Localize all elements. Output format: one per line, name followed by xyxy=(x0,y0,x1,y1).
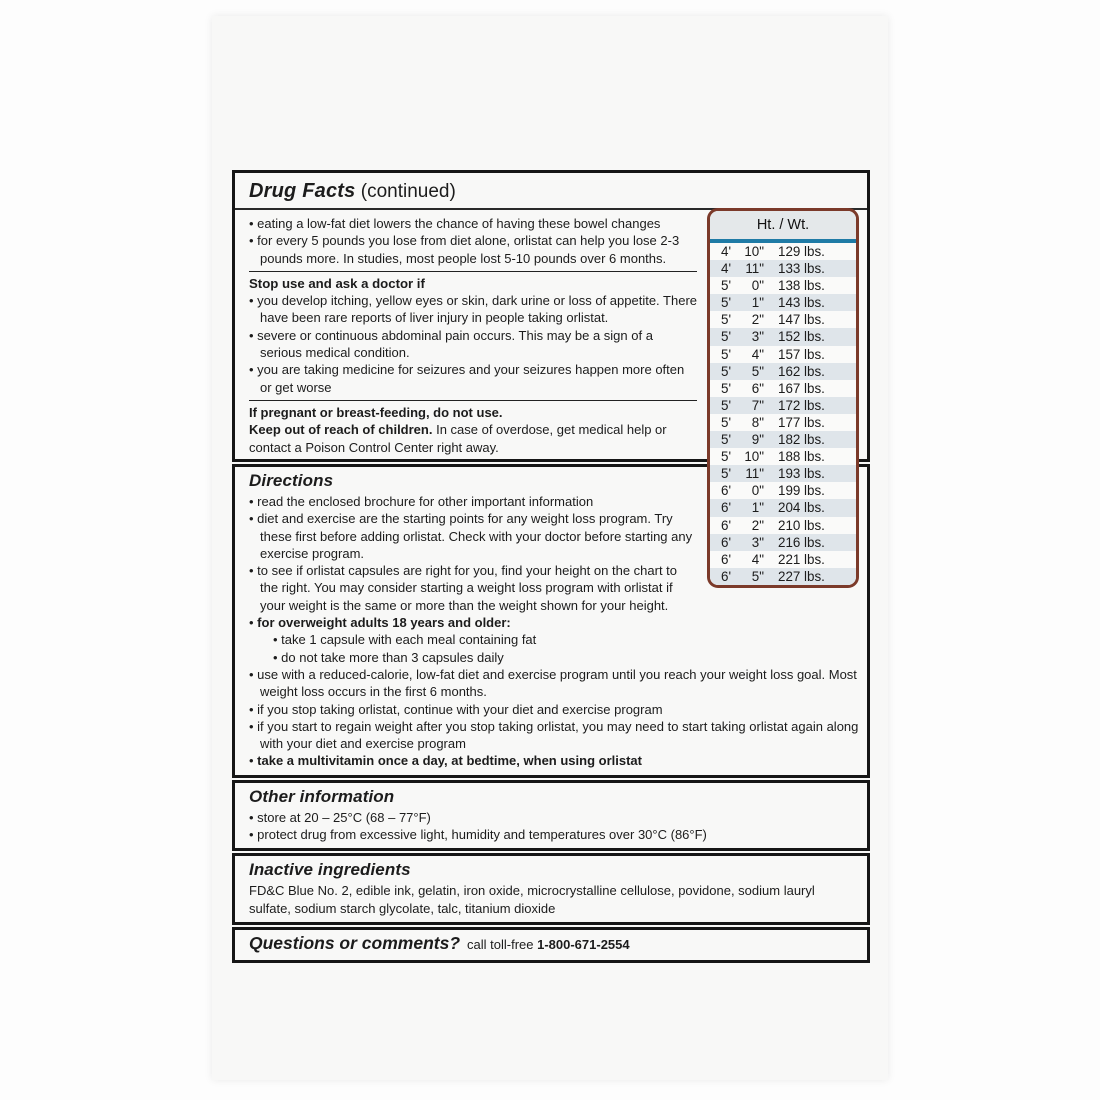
height-inches: 4" xyxy=(751,551,764,567)
height-weight-row xyxy=(710,448,856,465)
height-inches: 1" xyxy=(751,295,764,311)
weight-value: 157 lbs. xyxy=(778,346,825,362)
weight-value: 199 lbs. xyxy=(778,483,825,499)
height-feet: 5' xyxy=(721,346,732,362)
weight-value: 147 lbs. xyxy=(778,312,825,328)
weight-value: 162 lbs. xyxy=(778,363,825,379)
bullet-item: • you develop itching, yellow eyes or skin, dark urine or loss of appetite. There have been rare reports of liver injury in people taking orlistat. xyxy=(249,292,859,327)
height-inches: 6" xyxy=(751,380,764,396)
height-inches: 10" xyxy=(744,244,764,259)
height-inches: 5" xyxy=(751,568,764,584)
height-feet: 5' xyxy=(721,449,732,465)
other-information-heading: Other information xyxy=(249,786,395,806)
weight-value: 138 lbs. xyxy=(778,278,825,294)
height-feet: 5' xyxy=(721,312,732,328)
height-inches: 9" xyxy=(751,432,764,448)
other-information-bullet-list xyxy=(249,809,859,844)
height-weight-row xyxy=(710,568,856,585)
bullet-item: • you are taking medicine for seizures and your seizures happen more often or get worse xyxy=(249,361,859,396)
height-feet: 5' xyxy=(721,432,732,448)
height-weight-chart xyxy=(707,208,859,588)
bullet-item: • use with a reduced-calorie, low-fat diet and exercise program until you reach your weight loss goal. Most weight loss occurs in the first 6 months. xyxy=(249,666,859,701)
drug-label-card xyxy=(212,16,888,1080)
height-feet: 5' xyxy=(721,363,732,379)
height-weight-row xyxy=(710,346,856,363)
bullet-item: • read the enclosed brochure for other important information xyxy=(249,493,859,510)
section-other-information xyxy=(232,780,870,852)
bullet-item: • protect drug from excessive light, humidity and temperatures over 30°C (86°F) xyxy=(249,826,859,843)
height-feet: 6' xyxy=(721,500,732,516)
weight-value: 177 lbs. xyxy=(778,414,825,430)
height-inches: 0" xyxy=(751,278,764,294)
section-questions xyxy=(232,927,870,963)
pregnant-warning-bold: If pregnant or breast-feeding, do not use. xyxy=(249,404,503,420)
height-weight-row xyxy=(710,431,856,448)
height-weight-row xyxy=(710,311,856,328)
bullet-item: • severe or continuous abdominal pain occurs. This may be a sign of a serious medical condition. xyxy=(249,327,859,362)
height-weight-chart-header: Ht. / Wt. xyxy=(710,211,856,239)
height-weight-row xyxy=(710,551,856,568)
bullet-item: • store at 20 – 25°C (68 – 77°F) xyxy=(249,809,859,826)
questions-mid-text: call toll-free xyxy=(467,936,538,952)
height-feet: 5' xyxy=(721,414,732,430)
drug-facts-panel xyxy=(232,170,870,963)
height-weight-row xyxy=(710,534,856,551)
height-inches: 2" xyxy=(751,312,764,328)
bullet-item: • eating a low-fat diet lowers the chance of having these bowel changes xyxy=(249,215,859,232)
height-inches: 1" xyxy=(751,500,764,516)
height-feet: 5' xyxy=(721,329,732,345)
height-inches: 3" xyxy=(751,534,764,550)
height-weight-row xyxy=(710,328,856,345)
height-weight-row xyxy=(710,414,856,431)
weight-value: 143 lbs. xyxy=(778,295,825,311)
drug-facts-title-rest: (continued) xyxy=(355,181,456,202)
weight-value: 221 lbs. xyxy=(778,551,825,567)
height-weight-row xyxy=(710,380,856,397)
height-feet: 4' xyxy=(721,244,732,259)
weight-value: 193 lbs. xyxy=(778,466,825,482)
height-weight-row xyxy=(710,517,856,534)
directions-heading: Directions xyxy=(249,471,334,490)
bullet-item: • for overweight adults 18 years and older: • take 1 capsule with each meal containing fat • do not take more than 3 capsules daily xyxy=(249,614,859,666)
height-feet: 6' xyxy=(721,483,732,499)
bullet-item: • for every 5 pounds you lose from diet alone, orlistat can help you lose 2-3 pounds more. In studies, most people lost 5-10 pounds over 6 months. xyxy=(249,232,859,267)
bullet-item: • if you start to regain weight after you stop taking orlistat, you may need to start taking orlistat again along with your diet and exercise program xyxy=(249,718,859,753)
height-weight-row xyxy=(710,397,856,414)
height-inches: 7" xyxy=(751,397,764,413)
bullet-item: • if you stop taking orlistat, continue with your diet and exercise program xyxy=(249,701,859,718)
bullet-item: • diet and exercise are the starting points for any weight loss program. Try these first before adding orlistat. Check with your doctor before starting any exercise program. xyxy=(249,510,859,562)
height-feet: 4' xyxy=(721,261,732,277)
height-weight-row xyxy=(710,243,856,260)
inactive-ingredients-heading: Inactive ingredients xyxy=(249,860,411,880)
questions-heading: Questions or comments? xyxy=(249,932,461,953)
height-inches: 0" xyxy=(751,483,764,499)
height-feet: 6' xyxy=(721,517,732,533)
weight-value: 129 lbs. xyxy=(778,244,825,259)
stop-use-heading: Stop use and ask a doctor if xyxy=(249,275,425,291)
questions-line xyxy=(249,932,859,956)
height-inches: 4" xyxy=(751,346,764,362)
weight-value: 182 lbs. xyxy=(778,432,825,448)
bullet-item: • take a multivitamin once a day, at bedtime, when using orlistat xyxy=(249,752,859,769)
height-weight-rows xyxy=(710,243,856,585)
height-weight-row xyxy=(710,260,856,277)
height-inches: 11" xyxy=(745,466,764,482)
height-weight-row xyxy=(710,363,856,380)
height-feet: 5' xyxy=(721,466,732,482)
height-inches: 2" xyxy=(751,517,764,533)
sub-bullet-item: • do not take more than 3 capsules daily xyxy=(273,649,859,666)
questions-phone-number: 1-800-671-2554 xyxy=(537,936,630,952)
keep-out-warning-rest: In case of overdose, get medical help or contact a Poison Control Center right away. xyxy=(249,422,667,455)
height-inches: 8" xyxy=(751,414,764,430)
height-inches: 3" xyxy=(751,329,764,345)
height-weight-row xyxy=(710,277,856,294)
weight-value: 210 lbs. xyxy=(778,517,825,533)
height-weight-row xyxy=(710,482,856,499)
height-feet: 6' xyxy=(721,534,732,550)
weight-value: 172 lbs. xyxy=(778,397,825,413)
height-inches: 5" xyxy=(751,363,764,379)
weight-value: 216 lbs. xyxy=(778,534,825,550)
height-feet: 5' xyxy=(721,380,732,396)
drug-facts-title xyxy=(249,176,859,205)
height-feet: 5' xyxy=(721,397,732,413)
keep-out-warning-bold: Keep out of reach of children. xyxy=(249,422,433,438)
height-feet: 6' xyxy=(721,568,732,584)
inactive-ingredients-text: FD&C Blue No. 2, edible ink, gelatin, iron oxide, microcrystalline cellulose, povidone, sodium lauryl sulfate, sodium starch glycolate, talc, titanium dioxide xyxy=(249,883,815,916)
weight-value: 152 lbs. xyxy=(778,329,825,345)
height-weight-row xyxy=(710,294,856,311)
height-feet: 6' xyxy=(721,551,732,567)
height-weight-row xyxy=(710,499,856,516)
height-weight-row xyxy=(710,465,856,482)
section-inactive-ingredients xyxy=(232,853,870,925)
section-divider xyxy=(249,271,697,272)
bullet-item: • to see if orlistat capsules are right for you, find your height on the chart to the right. You may consider starting a weight loss program with orlistat if your weight is the same or more than the weight shown for your height. xyxy=(249,562,859,614)
height-inches: 11" xyxy=(745,261,764,277)
sub-bullet-list xyxy=(273,631,859,666)
weight-value: 167 lbs. xyxy=(778,380,825,396)
weight-value: 133 lbs. xyxy=(778,261,825,277)
height-inches: 10" xyxy=(744,449,764,465)
height-feet: 5' xyxy=(721,278,732,294)
weight-value: 227 lbs. xyxy=(778,568,825,584)
height-feet: 5' xyxy=(721,295,732,311)
section-divider xyxy=(249,400,697,401)
weight-value: 188 lbs. xyxy=(778,449,825,465)
drug-facts-title-bold: Drug Facts xyxy=(249,180,356,202)
sub-bullet-item: • take 1 capsule with each meal containing fat xyxy=(273,631,859,648)
weight-value: 204 lbs. xyxy=(778,500,825,516)
